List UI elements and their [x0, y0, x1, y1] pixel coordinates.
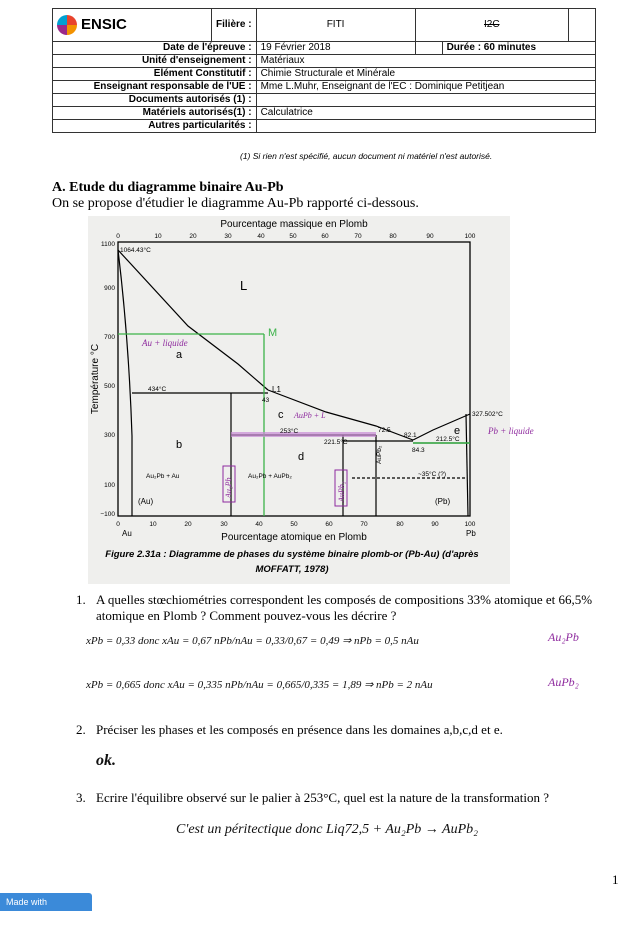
- ue-label: Unité d'enseignement :: [53, 55, 257, 68]
- q2-answer: ok.: [96, 752, 116, 769]
- filiere-extra: I2C: [415, 9, 568, 42]
- hand-pb-liquide: Pb + liquide: [488, 426, 534, 436]
- bottom-tick-label: 80: [396, 521, 404, 528]
- documents-label: Documents autorisés (1) :: [53, 94, 257, 107]
- ensic-logo-icon: [57, 15, 77, 35]
- y-axis-title: Température °C: [90, 343, 101, 415]
- bottom-tick-label: 0: [116, 521, 120, 528]
- phase-diagram: [88, 216, 534, 584]
- materials-label: Matériels autorisés(1) :: [53, 107, 257, 120]
- top-tick-label: 30: [224, 233, 232, 240]
- q2-number: 2.: [76, 722, 86, 737]
- q1-text: A quelles stœchiométries correspondent les composés de compositions 33% atomique et 66,5% atomique en Plomb ? Comment pouvez-vous les décrire ?: [96, 592, 593, 623]
- y-tick-label: 300: [104, 432, 115, 439]
- section-intro: On se propose d'étudier le diagramme Au-Pb rapporté ci-dessous.: [52, 196, 419, 211]
- other-label: Autres particularités :: [53, 120, 257, 133]
- y-tick-label: 100: [104, 482, 115, 489]
- exam-header-table: [52, 8, 596, 133]
- q1-result-2: AuPb₂: [548, 675, 579, 689]
- purple-band: [231, 432, 376, 437]
- label-melt-pb: 327.502°C: [472, 411, 503, 418]
- phase-diagram-svg: [88, 216, 534, 584]
- bottom-tick-label: 30: [220, 521, 228, 528]
- label-M: M: [268, 327, 278, 339]
- top-tick-label: 40: [257, 233, 265, 240]
- teacher-label: Enseignant responsable de l'UE :: [53, 81, 257, 94]
- bottom-tick-label: 90: [431, 521, 439, 528]
- y-tick-labels: [100, 241, 115, 518]
- top-tick-label: 50: [289, 233, 297, 240]
- student-annotations: [118, 334, 534, 516]
- label-e: e: [454, 425, 461, 437]
- label-2125: 212.5°C: [436, 436, 460, 443]
- bottom-tick-labels: [116, 521, 476, 528]
- documents-value: [256, 94, 595, 107]
- bottom-tick-label: 100: [464, 521, 476, 528]
- top-tick-label: 100: [464, 233, 476, 240]
- label-pb-end: (Pb): [435, 497, 451, 506]
- top-tick-label: 10: [154, 233, 162, 240]
- logo-cell: [53, 9, 212, 42]
- label-821: 82.1: [404, 432, 417, 439]
- filiere-value: FITI: [256, 9, 415, 42]
- label-a: a: [176, 349, 183, 361]
- date-value: 19 Février 2018: [256, 42, 415, 55]
- label-L1: L1: [272, 385, 281, 394]
- label-843: 84.3: [412, 447, 425, 454]
- top-tick-label: 70: [354, 233, 362, 240]
- ec-value: Chimie Structurale et Minérale: [256, 68, 595, 81]
- label-43: 43: [262, 397, 270, 404]
- duration-value: Durée : 60 minutes: [442, 42, 595, 55]
- label-d: d: [298, 451, 305, 463]
- bottom-tick-label: 10: [149, 521, 157, 528]
- q3-number: 3.: [76, 790, 86, 805]
- label-L: L: [240, 278, 248, 293]
- q3-answer: C'est un péritectique donc Liq72,5 + Au₂Pb → AuPb₂: [176, 822, 479, 837]
- label-253: 253°C: [280, 428, 299, 435]
- top-tick-label: 80: [389, 233, 397, 240]
- y-tick-label: 1100: [101, 241, 115, 248]
- header-footnote: (1) Si rien n'est spécifié, aucun document ni matériel n'est autorisé.: [240, 151, 493, 161]
- q1-answer-line2: xPb = 0,665 donc xAu = 0,335 nPb/nAu = 0,665/0,335 = 1,89 ⇒ nPb = 2 nAu: [86, 679, 433, 691]
- label-minus35: ~35°C (?): [418, 471, 447, 478]
- q1-number: 1.: [76, 592, 86, 607]
- hand-au2pb: Au₂Pb: [224, 477, 233, 498]
- hand-aupb-l: AuPb + L: [294, 411, 326, 420]
- q1-answer-line1: xPb = 0,33 donc xAu = 0,67 nPb/nAu = 0,33/0,67 = 0,49 ⇒ nPb = 0,5 nAu: [86, 635, 419, 647]
- top-tick-label: 90: [426, 233, 434, 240]
- label-434: 434°C: [148, 386, 167, 393]
- top-tick-labels: [116, 233, 476, 240]
- caption-line-2: MOFFATT, 1978): [255, 564, 329, 575]
- bottom-tick-label: 20: [184, 521, 192, 528]
- caption-line-1: Figure 2.31a : Diagramme de phases du système binaire plomb-or (Pb-Au) (d'après: [105, 549, 479, 560]
- page-number: 1: [612, 872, 619, 887]
- filiere-label: Filière :: [212, 9, 257, 42]
- hand-au-liquide: Au + liquide: [142, 338, 188, 348]
- section-title: A. Etude du diagramme binaire Au-Pb: [52, 180, 284, 195]
- label-c: c: [278, 409, 284, 421]
- bottom-tick-label: 60: [325, 521, 333, 528]
- label-725: 72.5: [378, 427, 391, 434]
- q3-text: Ecrire l'équilibre observé sur le palier à 253°C, quel est la nature de la transformation ?: [96, 790, 549, 805]
- y-tick-label: 500: [104, 383, 115, 390]
- hand-aupb2: AuPb₂: [337, 481, 346, 502]
- top-axis-title: Pourcentage massique en Plomb: [220, 219, 368, 230]
- solidus-au: [118, 250, 132, 516]
- other-value: [256, 120, 595, 133]
- pb-label: Pb: [466, 529, 476, 538]
- label-2215: 221.5°C: [324, 439, 348, 446]
- teacher-value: Mme L.Muhr, Enseignant de l'EC : Dominique Petitjean: [256, 81, 595, 94]
- bottom-tick-label: 50: [290, 521, 298, 528]
- bottom-tick-label: 70: [360, 521, 368, 528]
- ue-value: Matériaux: [256, 55, 595, 68]
- label-b: b: [176, 439, 183, 451]
- bottom-tick-label: 40: [255, 521, 263, 528]
- label-aupb2-vert: AuPb₂: [376, 445, 383, 464]
- bottom-axis-title: Pourcentage atomique en Plomb: [221, 532, 367, 543]
- label-au2pb-aupb2: Au₂Pb + AuPb₂: [248, 473, 292, 480]
- au-label: Au: [122, 529, 132, 538]
- materials-value: Calculatrice: [256, 107, 595, 120]
- top-tick-label: 60: [321, 233, 329, 240]
- top-tick-label: 0: [116, 233, 120, 240]
- goodnotes-badge: Made with Goodnotes: [0, 893, 92, 911]
- label-au-end: (Au): [138, 497, 154, 506]
- q1-result-1: Au₂Pb: [548, 630, 579, 644]
- liquidus-au: [118, 250, 268, 390]
- ec-label: Elément Constitutif :: [53, 68, 257, 81]
- date-label: Date de l'épreuve :: [53, 42, 257, 55]
- logo-text: ENSIC: [81, 16, 127, 33]
- y-tick-label: −100: [100, 511, 115, 518]
- q2-text: Préciser les phases et les composés en présence dans les domaines a,b,c,d et e.: [96, 722, 503, 737]
- pb-solvus: [466, 414, 468, 516]
- label-au2pb-au: Au₂Pb + Au: [146, 473, 180, 480]
- y-tick-label: 900: [104, 285, 115, 292]
- top-tick-label: 20: [189, 233, 197, 240]
- label-melt-au: 1064.43°C: [120, 247, 151, 254]
- y-tick-label: 700: [104, 334, 115, 341]
